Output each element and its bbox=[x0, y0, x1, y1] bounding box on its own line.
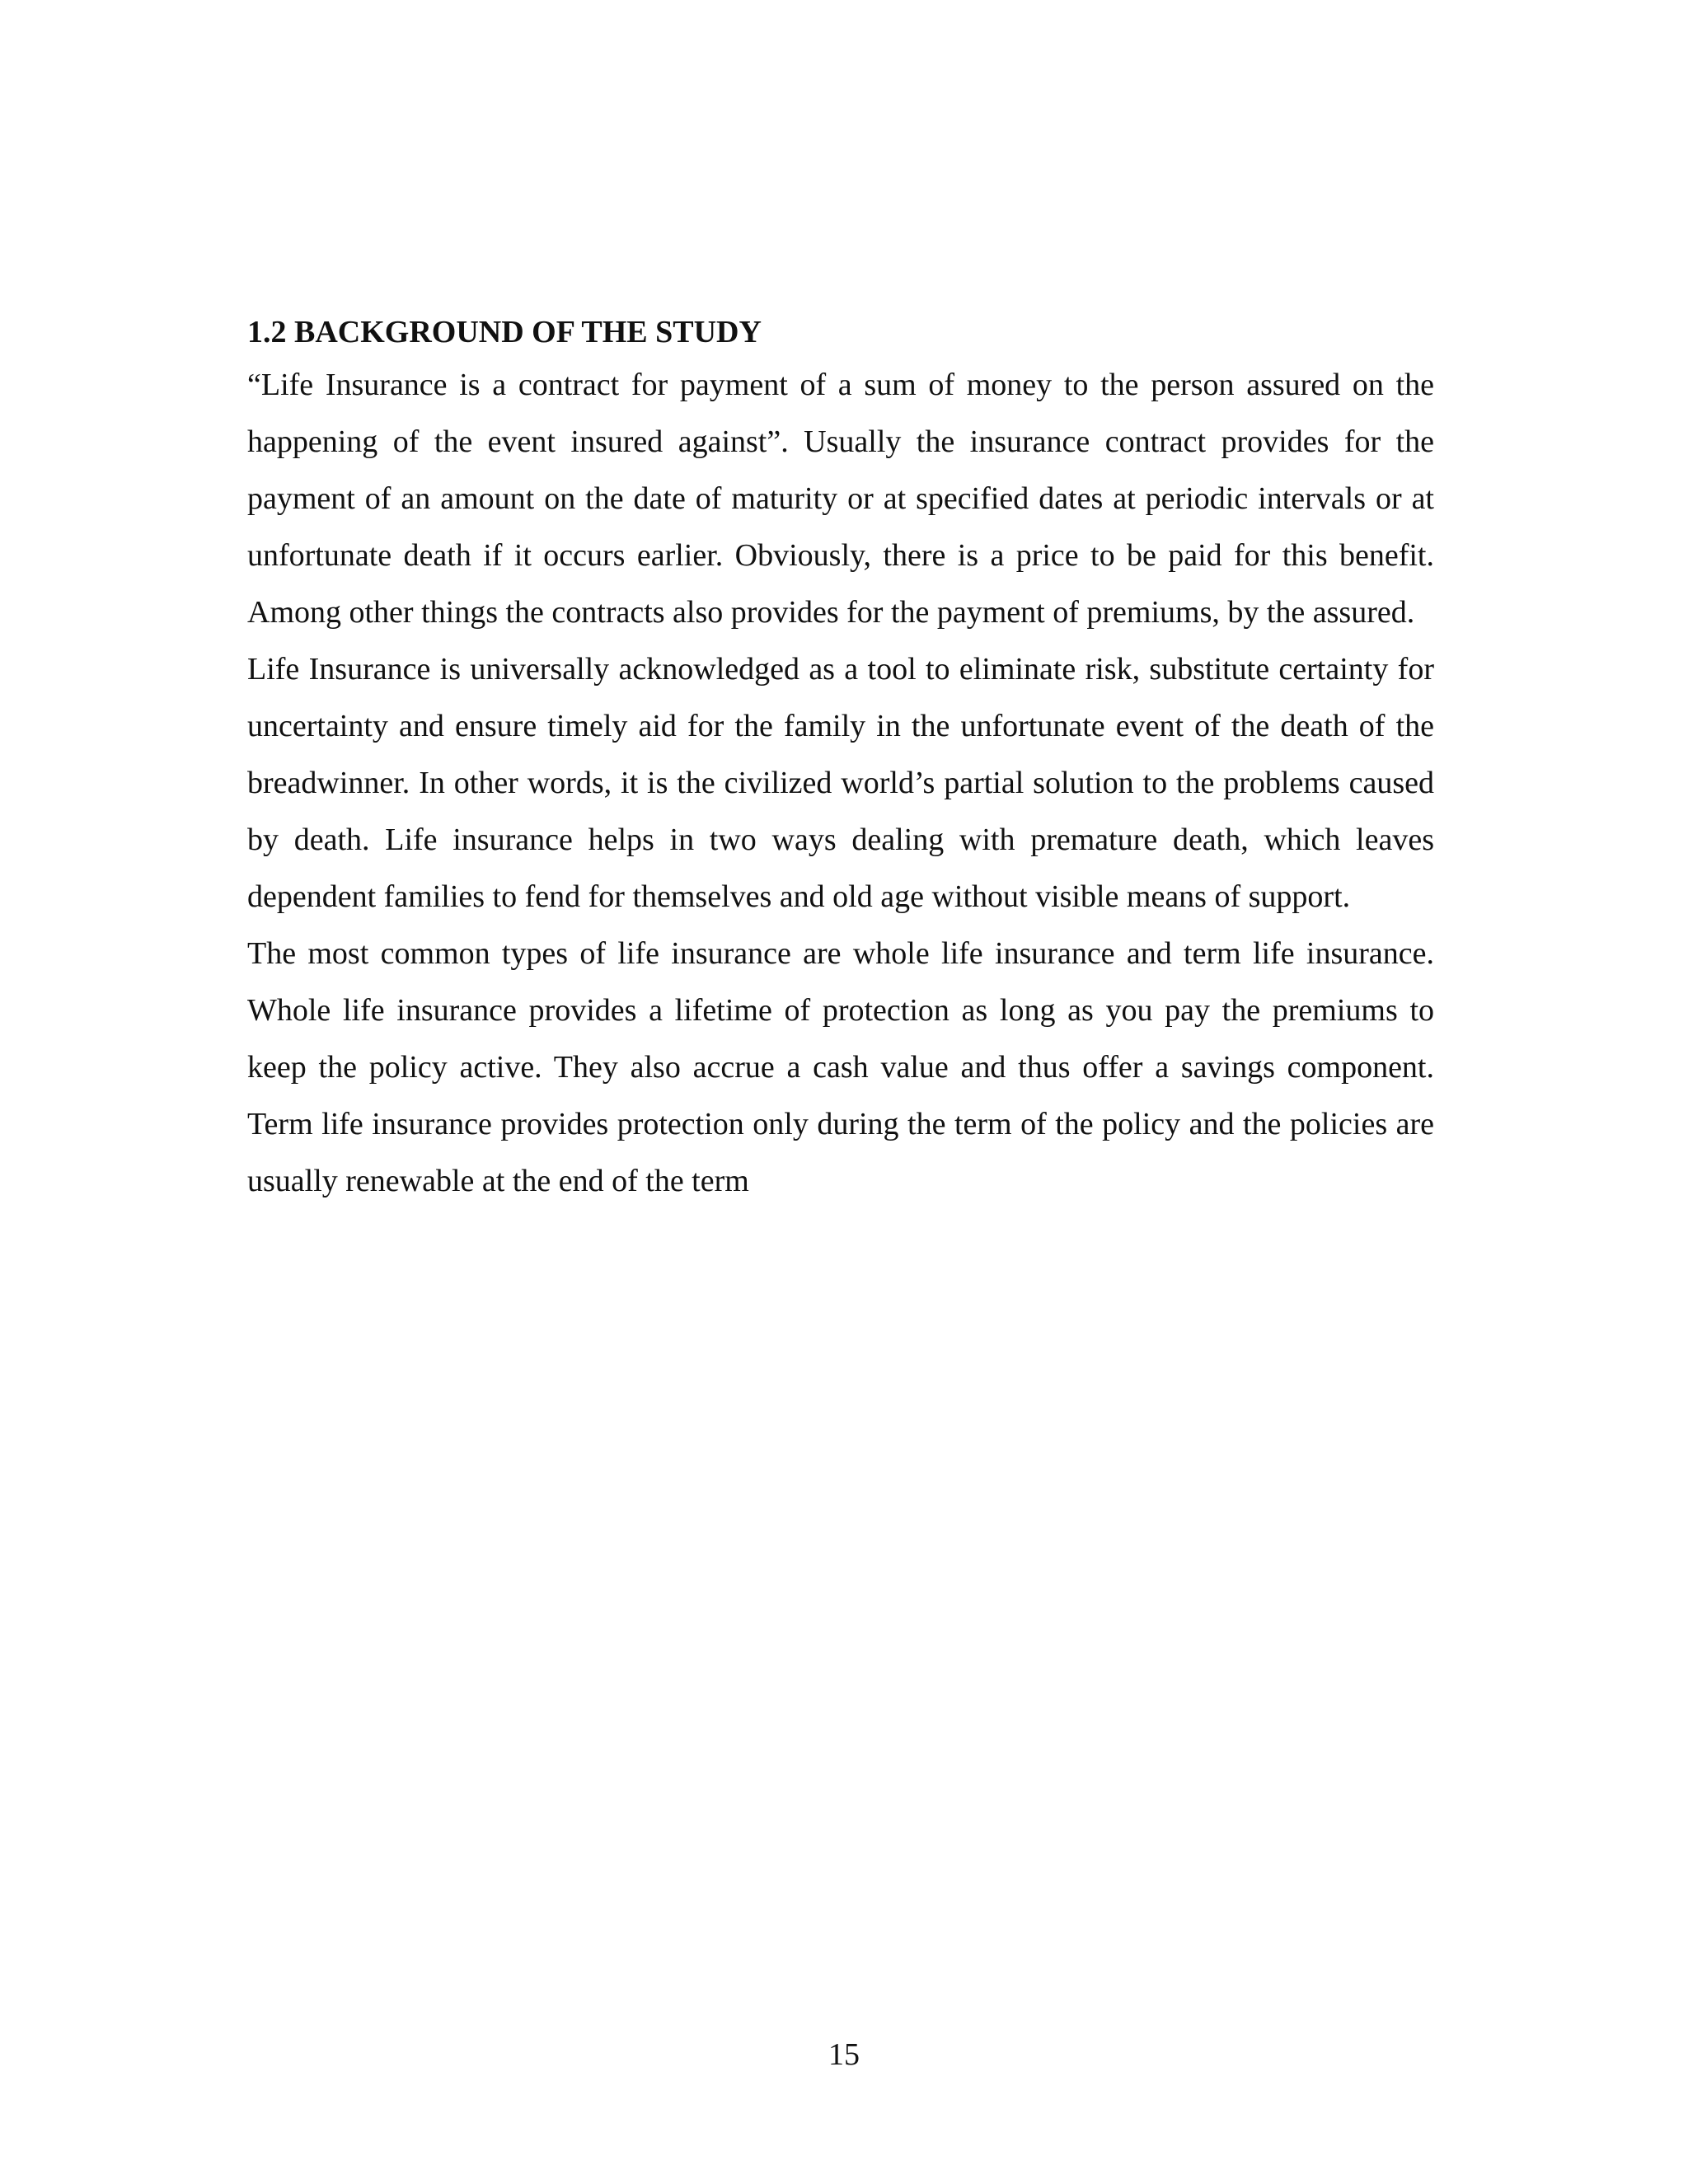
paragraph-acknowledgement: Life Insurance is universally acknowledged as a tool to eliminate risk, substitute certainty for uncertainty and ensure timely aid for the family in the unfortunate event of the death of the breadwinner. In other words, it is the civilized world’s partial solution to the problems caused by death. Life insurance helps in two ways dealing with premature death, which leaves dependent families to fend for themselves and old age without visible means of support. bbox=[247, 652, 1434, 914]
page-content bbox=[247, 309, 1434, 1210]
page-number: 15 bbox=[828, 2037, 860, 2072]
paragraph-types: The most common types of life insurance are whole life insurance and term life insurance. Whole life insurance provides a lifetime of protection as long as you pay the premiums to keep the policy active. They also accrue a cash value and thus offer a savings component. Term life insurance provides protection only during the term of the policy and the policies are usually renewable at the end of the term bbox=[247, 936, 1434, 1198]
section-heading: 1.2 BACKGROUND OF THE STUDY bbox=[247, 315, 762, 349]
paragraph-definition: “Life Insurance is a contract for payment of a sum of money to the person assured on the happening of the event insured against”. Usually the insurance contract provides for the payment of an amount on the date of maturity or at specified dates at periodic intervals or at unfortunate death if it occurs earlier. Obviously, there is a price to be paid for this benefit. Among other things the contracts also provides for the payment of premiums, by the assured. bbox=[247, 368, 1434, 630]
